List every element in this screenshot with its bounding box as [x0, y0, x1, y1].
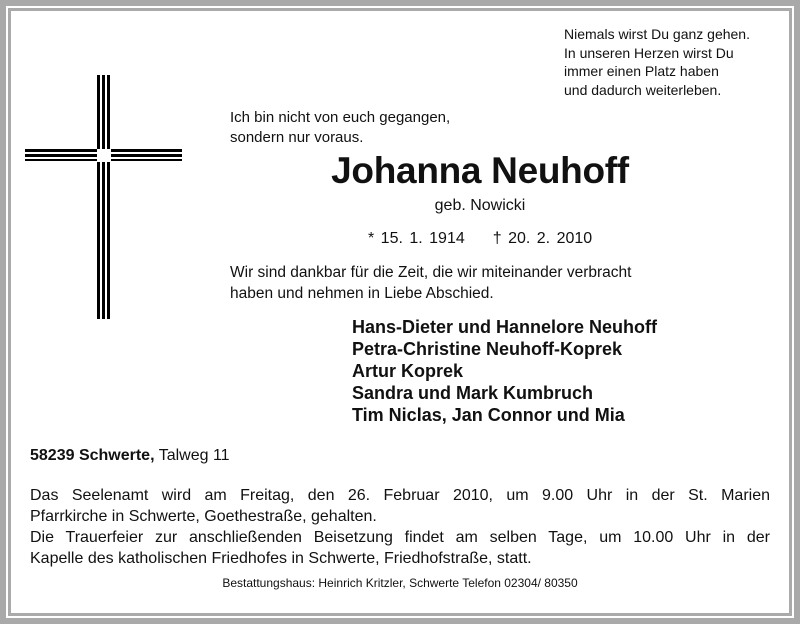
quote: [230, 108, 450, 147]
family-list: [352, 316, 657, 426]
death-date: † 20. 2. 2010: [492, 230, 593, 247]
quote-line: Ich bin nicht von euch gegangen,: [230, 109, 451, 126]
address-city: 58239 Schwerte,: [30, 447, 155, 464]
family-member: Petra-Christine Neuhoff-Koprek: [352, 339, 623, 359]
family-member: Artur Koprek: [352, 361, 464, 381]
service-line: Das Seelenamt wird am Freitag, den 26. Februar 2010, um 9.00 Uhr in der St. Marien: [30, 487, 770, 504]
service-info: [30, 485, 770, 569]
maiden-name: geb. Nowicki: [434, 197, 526, 214]
epigraph-line: und dadurch weiterleben.: [564, 81, 722, 98]
family-member: Tim Niclas, Jan Connor und Mia: [352, 405, 625, 425]
epigraph-line: In unseren Herzen wirst Du: [564, 44, 734, 61]
birth-date: * 15. 1. 1914: [368, 230, 465, 247]
epigraph: [564, 25, 750, 99]
epigraph-line: immer einen Platz haben: [564, 63, 719, 79]
address-street: Talweg 11: [158, 447, 230, 464]
service-line: Kapelle des katholischen Friedhofes in Schwerte, Friedhofstraße, statt.: [30, 550, 532, 567]
thanks-line: haben und nehmen in Liebe Abschied.: [230, 285, 494, 302]
epigraph-line: Niemals wirst Du ganz gehen.: [564, 26, 750, 42]
life-dates: [368, 230, 620, 248]
quote-line: sondern nur voraus.: [230, 128, 364, 146]
deceased-name: Johanna Neuhoff: [331, 150, 629, 191]
family-member: Sandra und Mark Kumbruch: [352, 383, 594, 403]
family-member: Hans-Dieter und Hannelore Neuhoff: [352, 317, 658, 337]
address: [30, 447, 230, 465]
thanks-text: [230, 262, 631, 304]
thanks-line: Wir sind dankbar für die Zeit, die wir miteinander verbracht: [230, 264, 632, 281]
service-line: Pfarrkirche in Schwerte, Goethestraße, gehalten.: [30, 508, 377, 525]
funeral-home-footer: Bestattungshaus: Heinrich Kritzler, Schwerte Telefon 02304/ 80350: [222, 576, 578, 590]
service-line: Die Trauerfeier zur anschließenden Beisetzung findet am selben Tage, um 10.00 Uhr in der: [30, 529, 770, 546]
